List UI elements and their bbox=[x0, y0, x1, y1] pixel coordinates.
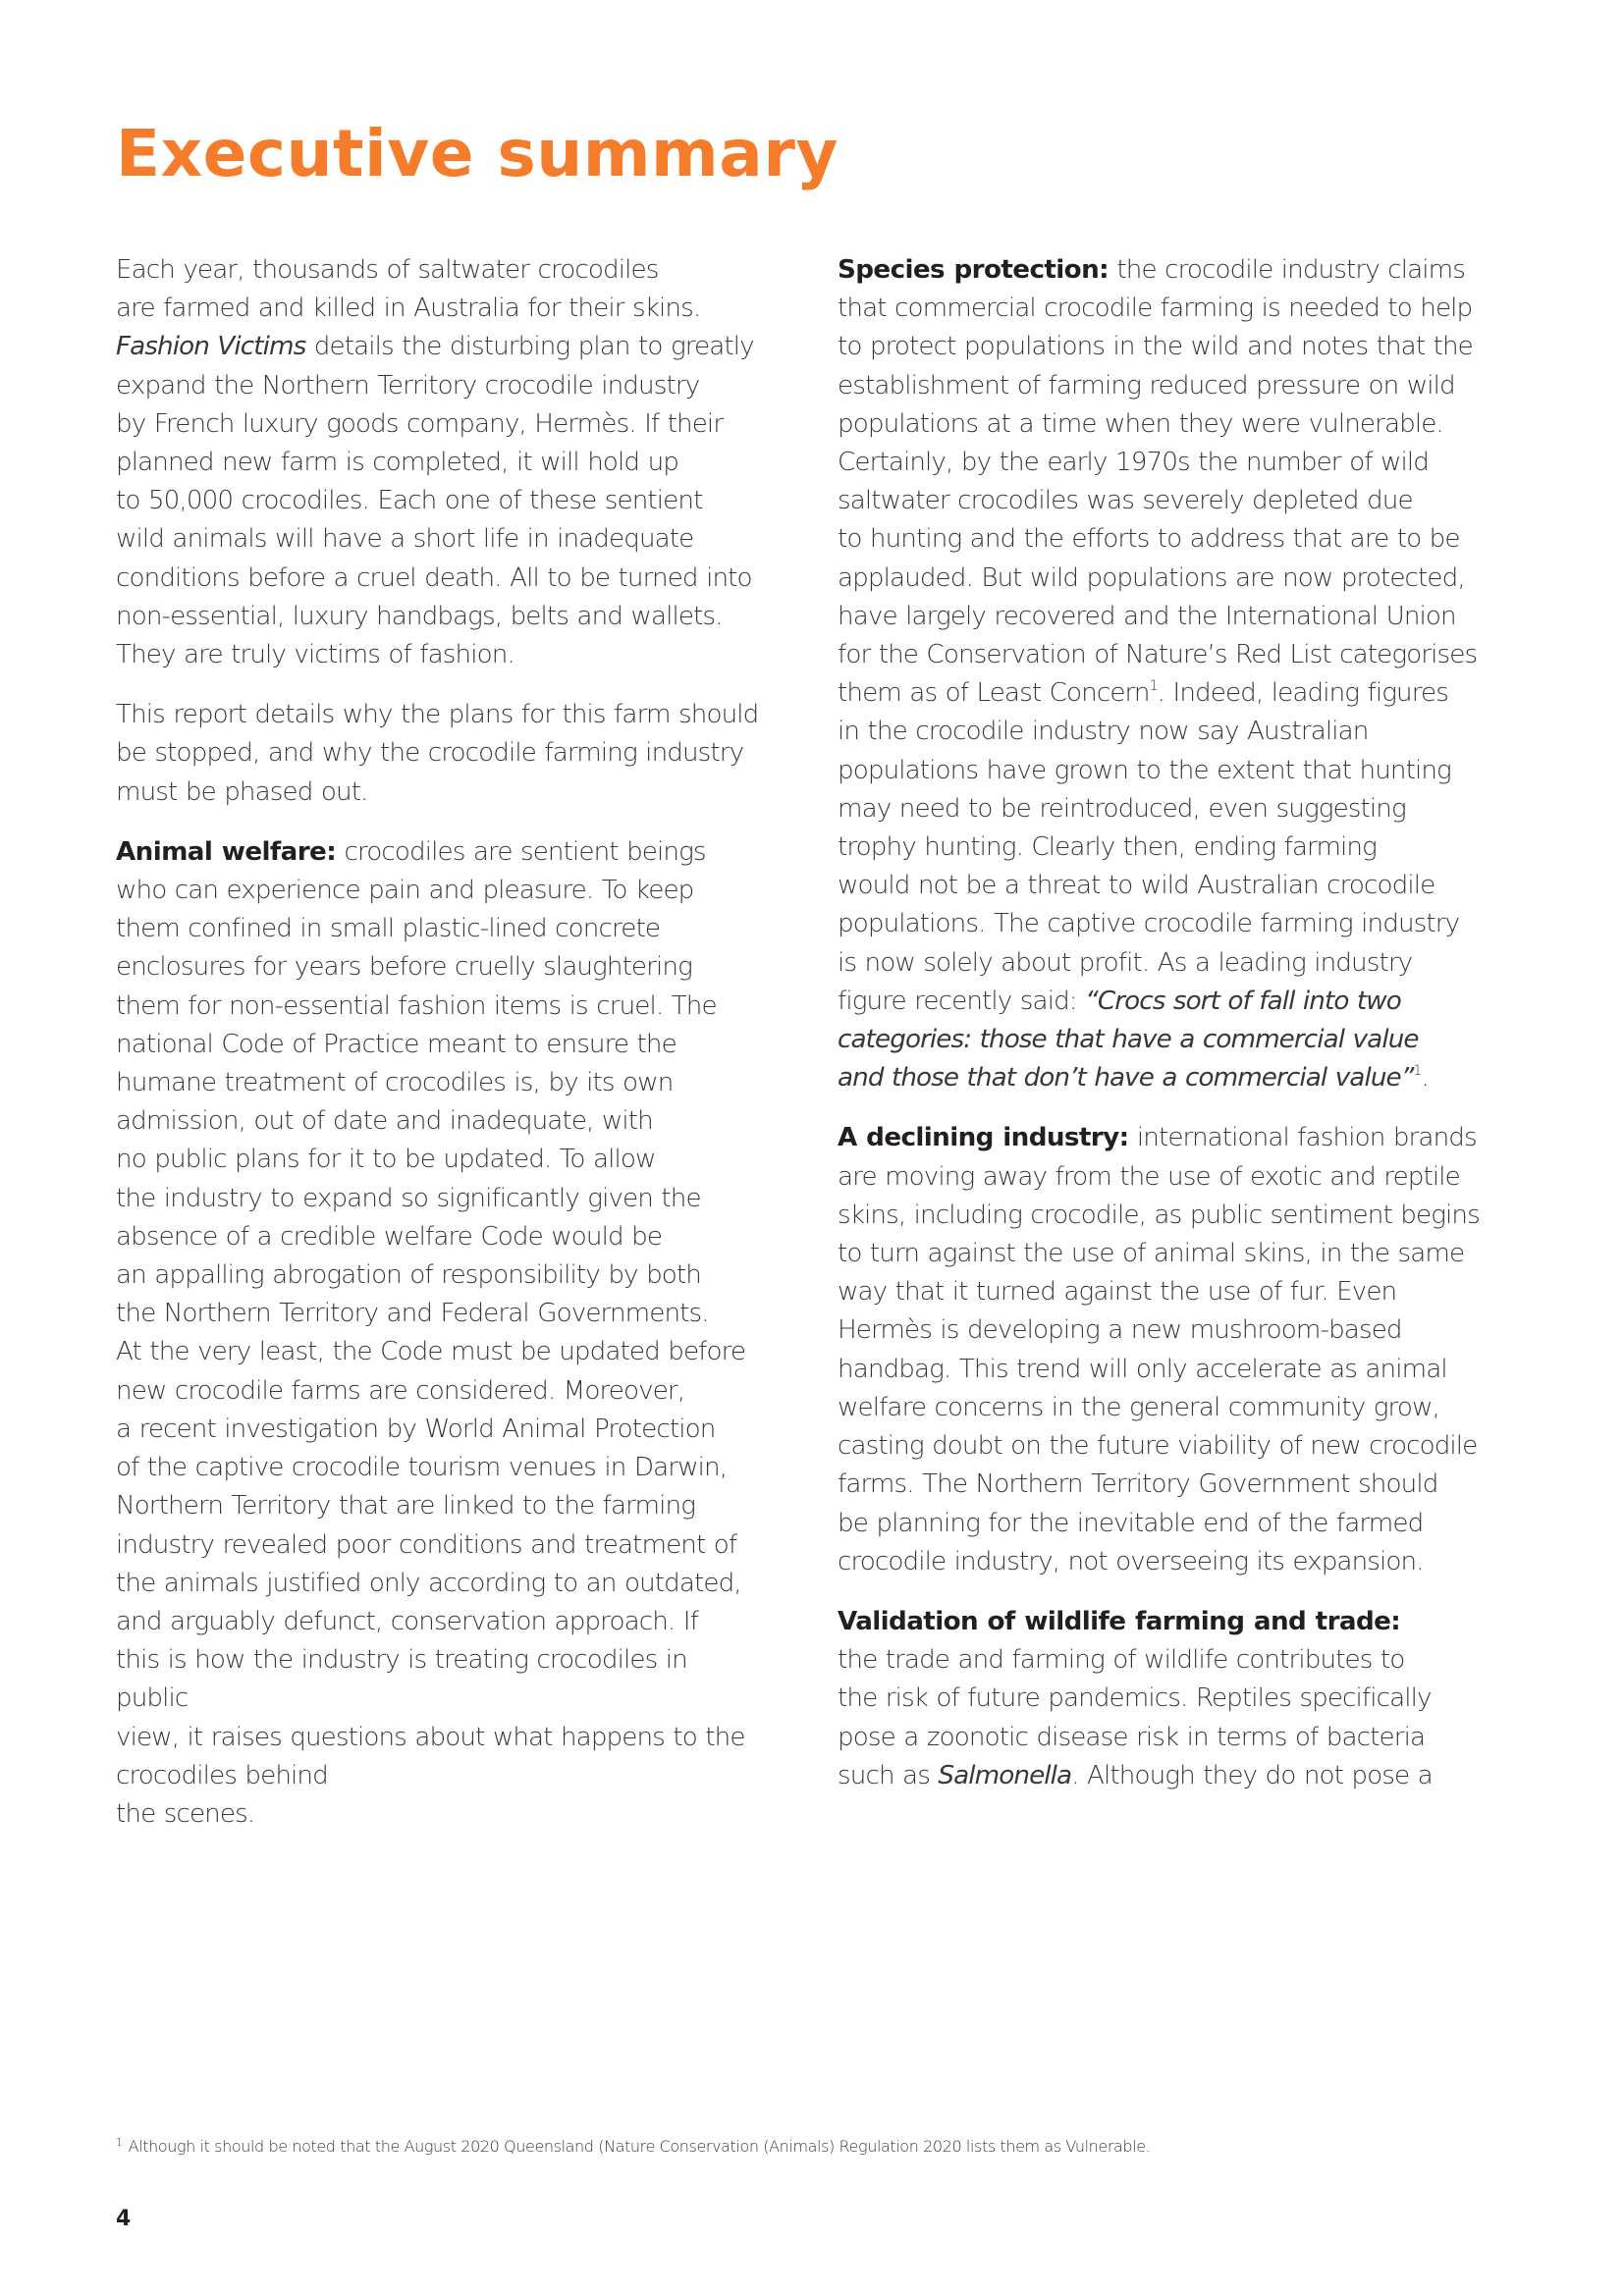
text-line: have largely recovered and the International Union bbox=[838, 601, 1456, 631]
page-title: Executive summary bbox=[116, 116, 839, 191]
text-line bbox=[838, 1119, 1486, 1157]
text-line: non-essential, luxury handbags, belts and wallets. bbox=[116, 601, 723, 631]
intro-paragraph bbox=[116, 251, 764, 674]
text-line: be planning for the inevitable end of the farmed bbox=[838, 1508, 1424, 1538]
text-line: is now solely about profit. As a leading industry bbox=[838, 947, 1413, 978]
text-line: populations. The captive crocodile farming industry bbox=[838, 909, 1460, 939]
text-fragment: . Although they do not pose a bbox=[1071, 1760, 1433, 1790]
footnote-reference[interactable]: 1 bbox=[1149, 678, 1158, 695]
text-line: populations have grown to the extent that hunting bbox=[838, 755, 1451, 785]
validation-paragraph bbox=[838, 1603, 1486, 1795]
text-fragment: such as bbox=[838, 1760, 939, 1790]
text-fragment: the crocodile industry claims bbox=[1109, 255, 1466, 285]
text-line: in the crocodile industry now say Australian bbox=[838, 717, 1369, 747]
text-line: skins, including crocodile, as public sentiment begins bbox=[838, 1200, 1480, 1230]
text-line: casting doubt on the future viability of new crocodile bbox=[838, 1431, 1478, 1462]
species-protection-heading: Species protection: bbox=[838, 255, 1109, 285]
text-fragment: . bbox=[1421, 1063, 1429, 1094]
text-line: way that it turned against the use of fur. Even bbox=[838, 1277, 1397, 1308]
text-fragment: . Indeed, leading figures bbox=[1157, 678, 1448, 709]
text-line: populations at a time when they were vulnerable. bbox=[838, 408, 1443, 439]
text-line: enclosures for years before cruelly slaughtering bbox=[116, 952, 692, 983]
page-number: 4 bbox=[116, 2207, 132, 2231]
text-line: to protect populations in the wild and notes that the bbox=[838, 332, 1473, 362]
text-line bbox=[838, 251, 1486, 290]
text-line bbox=[838, 1059, 1486, 1097]
text-line: admission, out of date and inadequate, with bbox=[116, 1106, 653, 1137]
industry-quote: “Crocs sort of fall into two bbox=[1085, 986, 1401, 1016]
text-line: view, it raises questions about what happens to the bbox=[116, 1722, 745, 1752]
text-line: for the Conservation of Nature’s Red List categorises bbox=[838, 640, 1478, 670]
industry-quote: and those that don’t have a commercial value” bbox=[838, 1063, 1414, 1094]
animal-welfare-paragraph bbox=[116, 833, 764, 1834]
text-line: and arguably defunct, conservation approach. If bbox=[116, 1606, 698, 1636]
text-line: the trade and farming of wildlife contributes to bbox=[838, 1645, 1405, 1676]
text-line: the Northern Territory and Federal Governments. bbox=[116, 1299, 709, 1329]
text-line: establishment of farming reduced pressure on wild bbox=[838, 370, 1455, 400]
text-line bbox=[116, 328, 764, 366]
text-line: a recent investigation by World Animal Protection bbox=[116, 1414, 716, 1444]
salmonella-italic: Salmonella bbox=[938, 1760, 1072, 1790]
text-line bbox=[838, 674, 1486, 713]
text-fragment: figure recently said: bbox=[838, 986, 1086, 1016]
text-line: expand the Northern Territory crocodile industry bbox=[116, 370, 700, 400]
text-line: an appalling abrogation of responsibility by both bbox=[116, 1260, 701, 1291]
text-line: Hermès is developing a new mushroom-based bbox=[838, 1315, 1402, 1346]
text-line: this is how the industry is treating crocodiles in public bbox=[116, 1645, 687, 1714]
text-line: welfare concerns in the general community grow, bbox=[838, 1392, 1439, 1422]
declining-industry-paragraph bbox=[838, 1119, 1486, 1580]
text-line: to 50,000 crocodiles. Each one of these sentient bbox=[116, 486, 703, 516]
validation-heading: Validation of wildlife farming and trade: bbox=[838, 1606, 1401, 1636]
text-line: who can experience pain and pleasure. To keep bbox=[116, 876, 694, 906]
text-line: handbag. This trend will only accelerate as animal bbox=[838, 1354, 1447, 1384]
text-line: of the captive crocodile tourism venues in Darwin, bbox=[116, 1453, 728, 1483]
text-line: planned new farm is completed, it will hold up bbox=[116, 448, 678, 478]
declining-industry-heading: A declining industry: bbox=[838, 1123, 1129, 1153]
text-line: them for non-essential fashion items is cruel. The bbox=[116, 990, 717, 1021]
text-line: are farmed and killed in Australia for their skins. bbox=[116, 294, 701, 324]
text-line: must be phased out. bbox=[116, 776, 368, 807]
species-protection-paragraph bbox=[838, 251, 1486, 1097]
footnote-marker: 1 bbox=[116, 2136, 123, 2149]
text-line: them confined in small plastic-lined concrete bbox=[116, 914, 661, 944]
text-fragment: crocodiles are sentient beings bbox=[336, 836, 706, 867]
text-line: conditions before a cruel death. All to be turned into bbox=[116, 562, 752, 593]
text-line: industry revealed poor conditions and treatment of bbox=[116, 1529, 737, 1560]
text-line: This report details why the plans for this farm should bbox=[116, 700, 759, 730]
text-line: would not be a threat to wild Australian crocodile bbox=[838, 871, 1435, 901]
text-line: are moving away from the use of exotic and reptile bbox=[838, 1161, 1460, 1192]
report-title-italic: Fashion Victims bbox=[116, 332, 306, 362]
text-line: applauded. But wild populations are now protected, bbox=[838, 562, 1465, 593]
text-fragment: details the disturbing plan to greatly bbox=[305, 332, 754, 362]
text-line bbox=[838, 983, 1486, 1021]
text-line: the industry to expand so significantly given the bbox=[116, 1183, 701, 1213]
text-line: be stopped, and why the crocodile farming industry bbox=[116, 738, 744, 769]
text-line: new crocodile farms are considered. Moreover, bbox=[116, 1375, 685, 1406]
text-fragment: international fashion brands bbox=[1128, 1123, 1477, 1153]
text-line: the risk of future pandemics. Reptiles specifically bbox=[838, 1683, 1432, 1714]
text-line: wild animals will have a short life in inadequate bbox=[116, 524, 694, 555]
text-line: crocodiles behind bbox=[116, 1760, 328, 1790]
text-line: may need to be reintroduced, even suggesting bbox=[838, 793, 1406, 824]
text-line: At the very least, the Code must be updated before bbox=[116, 1337, 746, 1367]
animal-welfare-heading: Animal welfare: bbox=[116, 836, 337, 867]
text-line: that commercial crocodile farming is needed to help bbox=[838, 294, 1473, 324]
footnote-text: Although it should be noted that the August 2020 Queensland (Nature Conservation (Animals) Regulation 2020 lists them as Vulnerable. bbox=[128, 2137, 1151, 2156]
text-line: the scenes. bbox=[116, 1798, 255, 1829]
footnote-reference[interactable]: 1 bbox=[1413, 1063, 1422, 1080]
text-line: national Code of Practice meant to ensure the bbox=[116, 1029, 677, 1059]
text-line bbox=[838, 1021, 1486, 1059]
text-fragment: them as of Least Concern bbox=[838, 678, 1150, 709]
text-line: farms. The Northern Territory Government should bbox=[838, 1469, 1438, 1500]
text-line bbox=[116, 833, 764, 872]
report-purpose-paragraph bbox=[116, 696, 764, 812]
text-line: to turn against the use of animal skins, in the same bbox=[838, 1239, 1465, 1269]
left-column bbox=[116, 251, 764, 1855]
industry-quote: categories: bbox=[838, 1025, 980, 1055]
text-line: Northern Territory that are linked to the farming bbox=[116, 1491, 696, 1522]
text-line: humane treatment of crocodiles is, by its own bbox=[116, 1068, 674, 1098]
text-line: Each year, thousands of saltwater crocodiles bbox=[116, 255, 659, 285]
right-column bbox=[838, 251, 1486, 1817]
footnote bbox=[116, 2136, 1150, 2158]
text-line: the animals justified only according to an outdated, bbox=[116, 1568, 741, 1598]
text-line: saltwater crocodiles was severely depleted due bbox=[838, 486, 1413, 516]
text-line: Certainly, by the early 1970s the number of wild bbox=[838, 448, 1429, 478]
text-line: pose a zoonotic disease risk in terms of bacteria bbox=[838, 1722, 1426, 1752]
text-line: crocodile industry, not overseeing its expansion. bbox=[838, 1546, 1424, 1576]
text-line: absence of a credible welfare Code would be bbox=[116, 1221, 663, 1252]
text-line: trophy hunting. Clearly then, ending farming bbox=[838, 832, 1377, 863]
industry-quote: those that have a commercial value bbox=[979, 1025, 1419, 1055]
text-line: by French luxury goods company, Hermès. If their bbox=[116, 408, 724, 439]
text-line bbox=[838, 1757, 1486, 1795]
text-line: no public plans for it to be updated. To allow bbox=[116, 1145, 656, 1175]
text-line: to hunting and the efforts to address that are to be bbox=[838, 524, 1460, 555]
text-line: They are truly victims of fashion. bbox=[116, 640, 514, 670]
